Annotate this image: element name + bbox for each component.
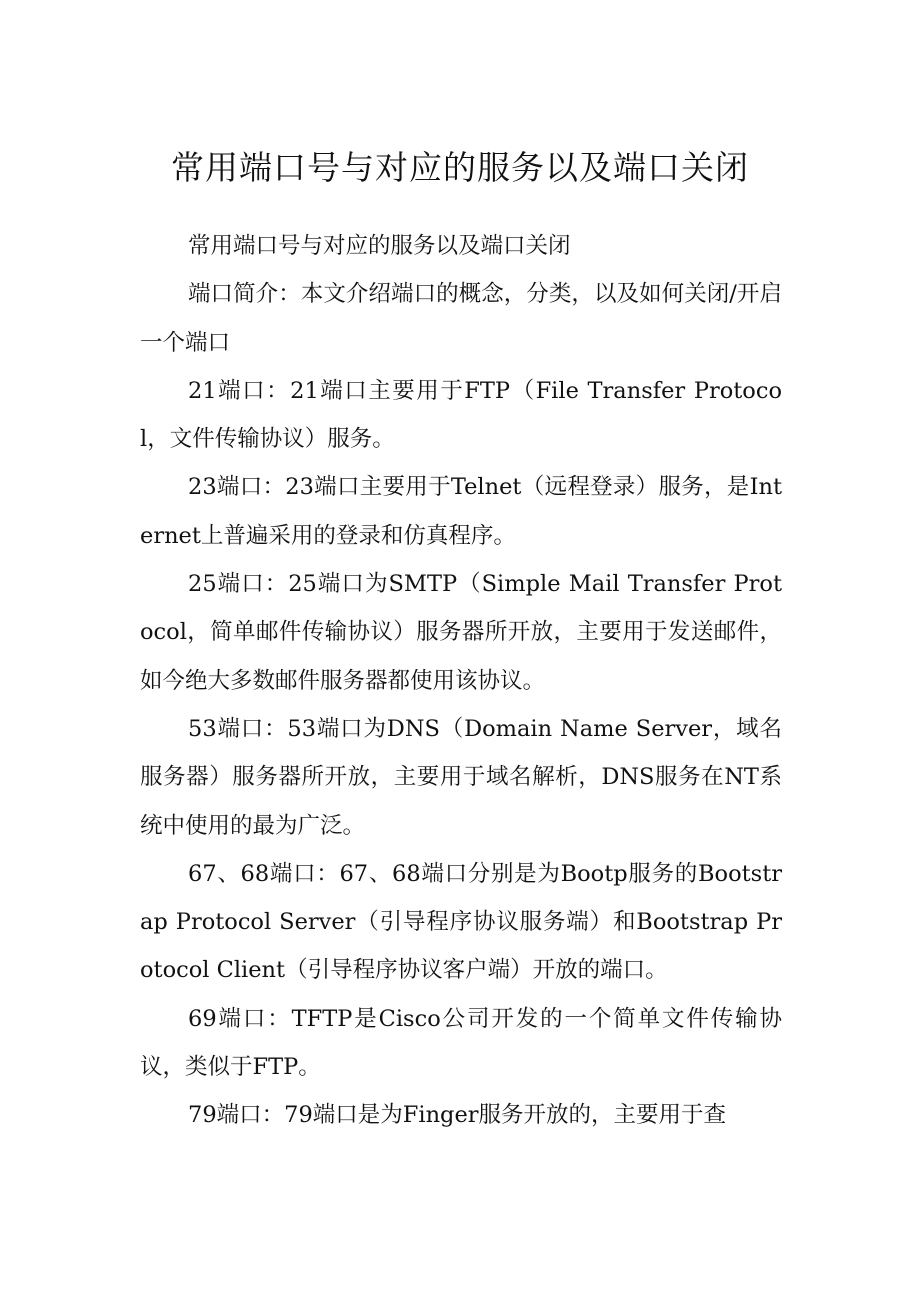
paragraph-port-23: 23端口：23端口主要用于Telnet（远程登录）服务，是Internet上普遍采用的登录和仿真程序。: [140, 474, 782, 549]
paragraph-intro-title: 常用端口号与对应的服务以及端口关闭: [188, 233, 571, 259]
paragraph-port-21: 21端口：21端口主要用于FTP（File Transfer Protocol，文件传输协议）服务。: [140, 377, 782, 453]
paragraph-port-69: 69端口：TFTP是Cisco公司开发的一个简单文件传输协议，类似于FTP。: [140, 1005, 782, 1081]
paragraph-port-summary: 端口简介：本文介绍端口的概念，分类，以及如何关闭/开启一个端口: [140, 281, 782, 356]
document-body: [140, 222, 782, 1140]
paragraph-port-25: 25端口：25端口为SMTP（Simple Mail Transfer Protocol，简单邮件传输协议）服务器所开放，主要用于发送邮件，如今绝大多数邮件服务器都使用该协议。: [140, 571, 782, 694]
paragraph-port-67-68: 67、68端口：67、68端口分别是为Bootp服务的Bootstrap Protocol Server（引导程序协议服务端）和Bootstrap Protocol Client（引导程序协议客户端）开放的端口。: [140, 860, 782, 984]
paragraph-port-79: 79端口：79端口是为Finger服务开放的，主要用于查: [188, 1102, 727, 1129]
paragraph-port-53: 53端口：53端口为DNS（Domain Name Server，域名服务器）服务器所开放，主要用于域名解析，DNS服务在NT系统中使用的最为广泛。: [140, 715, 782, 839]
document-title: 常用端口号与对应的服务以及端口关闭: [171, 148, 749, 187]
